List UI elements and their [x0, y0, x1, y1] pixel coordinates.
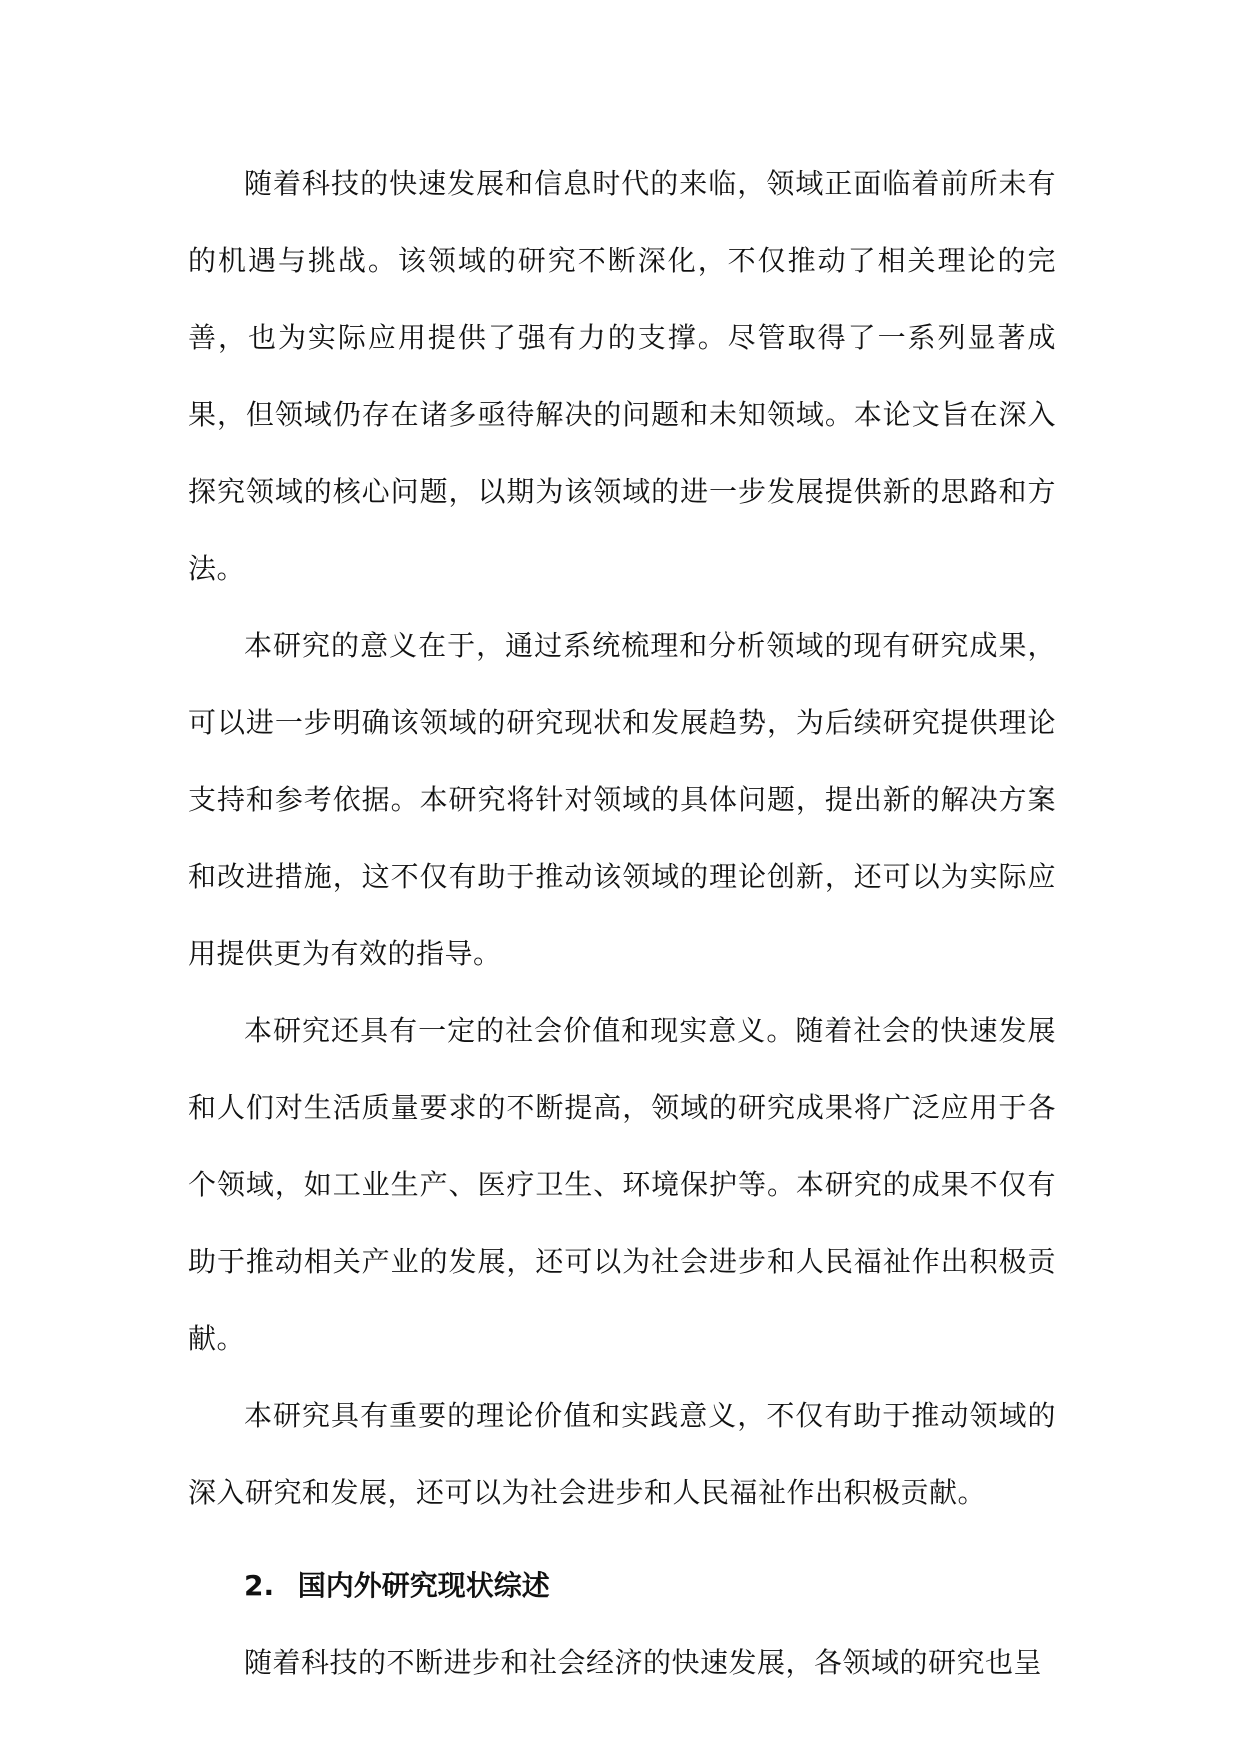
section-title: 国内外研究现状综述 — [297, 1569, 550, 1602]
paragraph-section-intro: 随着科技的不断进步和社会经济的快速发展，各领域的研究也呈 — [244, 1646, 1043, 1679]
section-number: 2. — [244, 1569, 275, 1602]
paragraph-social-value: 本研究还具有一定的社会价值和现实意义。随着社会的快速发展和人们对生活质量要求的不断提高，领域的研究成果将广泛应用于各个领域，如工业生产、医疗卫生、环境保护等。本研究的成果不仅有助于推动相关产业的发展，还可以为社会进步和人民福祉作出积极贡献。 — [188, 1014, 1056, 1355]
section-heading — [188, 1547, 1056, 1624]
document-body — [188, 145, 1056, 1701]
paragraph-summary: 本研究具有重要的理论价值和实践意义，不仅有助于推动领域的深入研究和发展，还可以为社会进步和人民福祉作出积极贡献。 — [188, 1399, 1056, 1509]
paragraph-significance: 本研究的意义在于，通过系统梳理和分析领域的现有研究成果，可以进一步明确该领域的研究现状和发展趋势，为后续研究提供理论支持和参考依据。本研究将针对领域的具体问题，提出新的解决方案和改进措施，这不仅有助于推动该领域的理论创新，还可以为实际应用提供更为有效的指导。 — [188, 629, 1056, 970]
paragraph-background: 随着科技的快速发展和信息时代的来临，领域正面临着前所未有的机遇与挑战。该领域的研究不断深化，不仅推动了相关理论的完善，也为实际应用提供了强有力的支撑。尽管取得了一系列显著成果，但领域仍存在诸多亟待解决的问题和未知领域。本论文旨在深入探究领域的核心问题，以期为该领域的进一步发展提供新的思路和方法。 — [188, 167, 1056, 585]
